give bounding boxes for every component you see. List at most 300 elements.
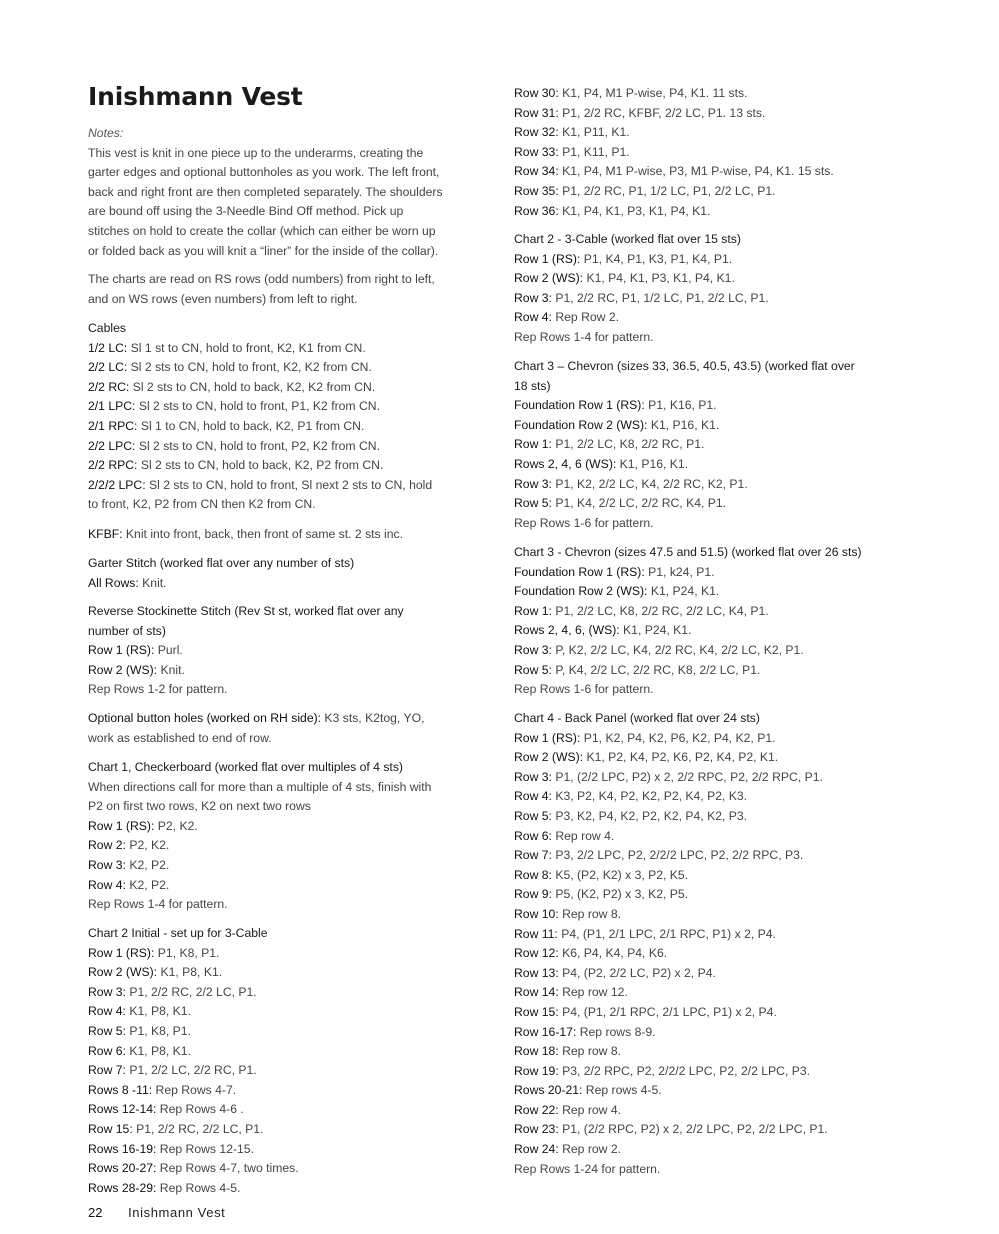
page-title: Inishmann Vest — [88, 82, 303, 111]
text-line — [88, 817, 493, 837]
row-text: P1, (2/2 RPC, P2) x 2, 2/2 LPC, P2, 2/2 LPC, P1. — [558, 1122, 828, 1137]
row-label: Row 7: — [88, 1063, 126, 1078]
text-line — [514, 709, 914, 729]
row-text: K6, P4, K4, P4, K6. — [558, 946, 668, 961]
text-line — [88, 202, 493, 222]
left-block-2 — [88, 319, 493, 515]
text-line — [88, 242, 493, 262]
text-line — [88, 709, 493, 729]
text-line — [514, 925, 914, 945]
row-text: or folded back as you will knit a “liner” for the inside of the collar). — [88, 243, 439, 258]
text-line — [88, 602, 493, 622]
text-line — [514, 143, 914, 163]
row-text: Notes: — [88, 126, 124, 140]
text-line — [88, 1120, 493, 1140]
row-text: Rep Rows 12-15. — [156, 1141, 254, 1156]
row-label: All Rows: — [88, 575, 139, 590]
row-text: Rep rows 8-9. — [576, 1024, 656, 1039]
row-label: Row 3: — [88, 984, 126, 999]
row-text: P1, 2/2 LC, 2/2 RC, P1. — [125, 1063, 257, 1078]
row-text: P3, 2/2 LPC, P2, 2/2/2 LPC, P2, 2/2 RPC, P3. — [551, 848, 804, 863]
row-label: Row 3: — [514, 769, 552, 784]
left-block-5 — [88, 602, 493, 700]
row-text: P2 on first two rows, K2 on next two rows — [88, 799, 311, 814]
text-line — [514, 1042, 914, 1062]
left-block-3 — [88, 525, 493, 545]
row-label: Row 6: — [88, 1043, 126, 1058]
text-line — [514, 377, 914, 397]
text-line — [88, 144, 493, 164]
text-line — [514, 866, 914, 886]
text-line — [514, 748, 914, 768]
row-text: Rep row 4. — [558, 1102, 622, 1117]
row-label: KFBF: — [88, 527, 123, 541]
text-line — [514, 846, 914, 866]
row-label: Optional button holes (worked on RH side): — [88, 711, 322, 725]
text-line — [514, 416, 914, 436]
row-label: Row 35: — [514, 183, 559, 198]
row-label: Row 5: — [514, 662, 552, 677]
row-text: Sl 2 sts to CN, hold to back, K2, K2 from CN. — [129, 379, 376, 394]
text-line — [514, 1160, 914, 1180]
row-label: 2/2/2 LPC: — [88, 477, 146, 492]
text-line — [514, 396, 914, 416]
text-line — [88, 1022, 493, 1042]
text-line — [514, 162, 914, 182]
row-text: Sl 2 sts to CN, hold to front, K2, K2 from CN. — [127, 360, 372, 375]
row-text: and on WS rows (even numbers) from left to right. — [88, 291, 358, 306]
row-label: 1/2 LC: — [88, 340, 128, 355]
text-line — [514, 435, 914, 455]
row-text: K5, (P2, K2) x 3, P2, K5. — [551, 867, 689, 882]
text-line — [88, 358, 493, 378]
row-text: When directions call for more than a multiple of 4 sts, finish with — [88, 779, 432, 794]
row-text: Knit into front, back, then front of same st. 2 sts inc. — [122, 527, 403, 541]
row-label: Row 34: — [514, 164, 559, 179]
text-line — [514, 289, 914, 309]
row-text: Rep rows 4-5. — [582, 1083, 662, 1098]
row-label: Rows 20-27: — [88, 1161, 157, 1176]
row-label: Row 14: — [514, 985, 559, 1000]
right-block-3 — [514, 543, 914, 700]
text-line — [514, 269, 914, 289]
row-label: Row 9: — [514, 887, 552, 902]
text-line — [88, 895, 493, 915]
text-line — [514, 514, 914, 534]
text-line — [88, 1100, 493, 1120]
text-line — [88, 290, 493, 310]
row-text: P1, 2/2 RC, 2/2 LC, P1. — [125, 984, 257, 999]
row-text: K3 sts, K2tog, YO, — [321, 711, 425, 725]
text-line — [88, 641, 493, 661]
row-text: Sl 1 st to CN, hold to front, K2, K1 from CN. — [127, 340, 366, 355]
text-line — [514, 582, 914, 602]
text-line — [514, 84, 914, 104]
text-line — [88, 1002, 493, 1022]
section-heading: Chart 3 - Chevron (sizes 47.5 and 51.5) (worked flat over 26 sts) — [514, 545, 862, 559]
text-line — [88, 1179, 493, 1199]
row-text: Rep Rows 1-24 for pattern. — [514, 1161, 661, 1176]
text-line — [514, 944, 914, 964]
row-text: Rep Rows 4-6 . — [156, 1102, 244, 1117]
row-text: Knit. — [157, 662, 185, 677]
section-heading: Cables — [88, 321, 126, 335]
text-line — [514, 1003, 914, 1023]
text-line — [88, 339, 493, 359]
row-label: Row 15: — [88, 1121, 133, 1136]
text-line — [88, 797, 493, 817]
row-text: P5, (K2, P2) x 3, K2, P5. — [551, 887, 689, 902]
text-line — [514, 1101, 914, 1121]
row-text: Rep row 8. — [558, 906, 622, 921]
text-line — [88, 1140, 493, 1160]
text-line — [514, 1140, 914, 1160]
row-text: K1, P24, K1. — [619, 623, 692, 638]
row-text: P1, K11, P1. — [558, 144, 630, 159]
right-block-2 — [514, 357, 914, 533]
row-label: 2/1 LPC: — [88, 399, 136, 414]
row-label: 2/2 LPC: — [88, 438, 136, 453]
row-text: Rep Rows 4-7, two times. — [156, 1161, 299, 1176]
row-label: Row 13: — [514, 965, 559, 980]
text-line — [88, 495, 493, 515]
row-text: K1, P4, M1 P-wise, P4, K1. 11 sts. — [558, 86, 748, 100]
text-line — [88, 1081, 493, 1101]
text-line — [88, 1159, 493, 1179]
row-label: Rows 16-19: — [88, 1141, 157, 1156]
row-label: 2/2 RC: — [88, 379, 130, 394]
row-label: Row 1 (RS): — [88, 945, 155, 960]
row-label: Row 2 (WS): — [514, 271, 584, 286]
text-line — [88, 836, 493, 856]
row-text: garter edges and optional buttonholes as you work. The left front, — [88, 165, 440, 180]
row-text: Purl. — [154, 643, 183, 658]
row-label: Row 33: — [514, 144, 559, 159]
row-text: P1, K4, P1, K3, P1, K4, P1. — [580, 251, 733, 266]
row-label: Row 3: — [514, 290, 552, 305]
row-text: P1, k24, P1. — [644, 564, 715, 579]
text-line — [514, 328, 914, 348]
row-label: 2/2 LC: — [88, 360, 128, 375]
text-line — [88, 554, 493, 574]
row-label: Row 1 (RS): — [514, 730, 581, 745]
text-line — [514, 475, 914, 495]
text-line — [88, 1061, 493, 1081]
row-text: K2, P2. — [125, 857, 170, 872]
text-line — [88, 378, 493, 398]
text-line — [88, 525, 493, 545]
section-heading: Chart 2 Initial - set up for 3-Cable — [88, 926, 268, 940]
text-line — [88, 729, 493, 749]
text-line — [88, 758, 493, 778]
text-line — [514, 455, 914, 475]
text-line — [514, 827, 914, 847]
row-text: P1, 2/2 RC, P1, 1/2 LC, P1, 2/2 LC, P1. — [558, 183, 776, 198]
row-label: Row 30: — [514, 86, 559, 100]
row-text: Knit. — [138, 575, 167, 590]
row-text: K3, P2, K4, P2, K2, P2, K4, P2, K3. — [551, 789, 748, 804]
row-text: Rep row 12. — [558, 985, 628, 1000]
row-label: Row 6: — [514, 828, 552, 843]
text-line — [514, 123, 914, 143]
row-label: Row 19: — [514, 1063, 559, 1078]
row-text: Rep Rows 1-4 for pattern. — [514, 329, 654, 344]
row-text: Sl 2 sts to CN, hold to front, P1, K2 from CN. — [135, 399, 380, 414]
text-line — [514, 1081, 914, 1101]
page-footer — [88, 1205, 225, 1220]
row-label: Rows 12-14: — [88, 1102, 157, 1117]
text-line — [88, 574, 493, 594]
row-text: P1, K16, P1. — [644, 398, 717, 413]
row-label: Rows 2, 4, 6, (WS): — [514, 623, 620, 638]
row-text: P3, 2/2 RPC, P2, 2/2/2 LPC, P2, 2/2 LPC, P3. — [558, 1063, 811, 1078]
text-line — [514, 230, 914, 250]
row-label: Row 1 (RS): — [88, 818, 155, 833]
row-text: Rep Rows 1-4 for pattern. — [88, 897, 228, 912]
row-text: P1, K8, P1. — [125, 1023, 191, 1038]
row-label: Row 3: — [514, 476, 552, 491]
section-heading: Reverse Stockinette Stitch (Rev St st, worked flat over any — [88, 604, 404, 618]
row-label: Row 5: — [88, 1023, 126, 1038]
row-text: Rep Rows 4-5. — [156, 1180, 241, 1195]
text-line — [88, 437, 493, 457]
right-block-4 — [514, 709, 914, 1179]
text-line — [88, 397, 493, 417]
row-label: Row 1 (RS): — [88, 643, 155, 658]
text-line — [88, 222, 493, 242]
text-line — [514, 661, 914, 681]
row-label: Row 11: — [514, 926, 558, 941]
row-text: stitches on hold to create the collar (which can either be worn up — [88, 223, 436, 238]
text-line — [514, 983, 914, 1003]
row-text: work as established to end of row. — [88, 730, 272, 745]
row-label: Rows 20-21: — [514, 1083, 583, 1098]
text-line — [88, 680, 493, 700]
left-block-1 — [88, 270, 493, 309]
row-label: Row 1: — [514, 603, 552, 618]
page-number: 22 — [88, 1205, 103, 1220]
row-text: P1, K8, P1. — [154, 945, 220, 960]
row-text: P1, 2/2 RC, P1, 1/2 LC, P1, 2/2 LC, P1. — [551, 290, 769, 305]
row-text: P1, (2/2 LPC, P2) x 2, 2/2 RPC, P2, 2/2 RPC, P1. — [551, 769, 823, 784]
row-label: Row 23: — [514, 1122, 559, 1137]
row-text: P4, (P1, 2/1 LPC, 2/1 RPC, P1) x 2, P4. — [557, 926, 776, 941]
row-text: K1, P4, M1 P-wise, P3, M1 P-wise, P4, K1. 15 sts. — [558, 164, 834, 179]
row-label: 2/1 RPC: — [88, 418, 138, 433]
row-text: K1, P8, K1. — [125, 1004, 191, 1019]
row-text: Sl 1 to CN, hold to back, K2, P1 from CN. — [137, 418, 365, 433]
row-text: P1, K4, 2/2 LC, 2/2 RC, K4, P1. — [551, 496, 727, 511]
left-block-7 — [88, 758, 493, 915]
text-line — [514, 202, 914, 222]
row-text: P2, K2. — [125, 838, 170, 853]
row-label: Rows 8 -11: — [88, 1082, 153, 1097]
row-label: Row 12: — [514, 946, 559, 961]
row-label: Row 18: — [514, 1044, 559, 1059]
row-text: P, K2, 2/2 LC, K4, 2/2 RC, K4, 2/2 LC, K2, P1. — [551, 642, 804, 657]
left-block-4 — [88, 554, 493, 593]
text-line — [514, 729, 914, 749]
section-heading: Chart 3 – Chevron (sizes 33, 36.5, 40.5, 43.5) (worked flat over — [514, 359, 855, 373]
text-line — [514, 1120, 914, 1140]
text-line — [514, 768, 914, 788]
row-label: Row 2: — [88, 838, 126, 853]
row-label: Row 3: — [514, 642, 552, 657]
text-line — [88, 856, 493, 876]
row-text: P1, K2, P4, K2, P6, K2, P4, K2, P1. — [580, 730, 776, 745]
text-line — [88, 876, 493, 896]
row-text: K1, P8, K1. — [157, 965, 223, 980]
row-label: Row 36: — [514, 203, 559, 218]
row-text: K1, P4, K1, P3, K1, P4, K1. — [558, 203, 711, 218]
row-text: Sl 2 sts to CN, hold to front, Sl next 2 sts to CN, hold — [145, 477, 433, 492]
text-line — [514, 1023, 914, 1043]
row-label: Row 2 (WS): — [88, 662, 158, 677]
text-line — [88, 963, 493, 983]
row-text: P1, K2, 2/2 LC, K4, 2/2 RC, K2, P1. — [551, 476, 748, 491]
row-text: P4, (P1, 2/1 RPC, 2/1 LPC, P1) x 2, P4. — [558, 1004, 777, 1019]
row-label: Row 5: — [514, 808, 552, 823]
row-text: Rep row 2. — [558, 1142, 622, 1157]
row-label: Row 22: — [514, 1102, 559, 1117]
section-heading: number of sts) — [88, 623, 166, 638]
row-label: Row 5: — [514, 496, 552, 511]
row-text: P1, 2/2 RC, KFBF, 2/2 LC, P1. 13 sts. — [558, 105, 766, 120]
row-label: Row 2 (WS): — [514, 750, 584, 765]
text-line — [514, 104, 914, 124]
text-line — [88, 456, 493, 476]
text-line — [514, 308, 914, 328]
text-line — [88, 183, 493, 203]
text-line — [514, 964, 914, 984]
text-line — [88, 983, 493, 1003]
text-line — [514, 494, 914, 514]
row-label: Foundation Row 2 (WS): — [514, 417, 648, 432]
text-line — [88, 163, 493, 183]
section-heading: Chart 2 - 3-Cable (worked flat over 15 sts) — [514, 232, 741, 246]
row-text: The charts are read on RS rows (odd numbers) from right to left, — [88, 272, 435, 286]
row-text: P1, 2/2 LC, K8, 2/2 RC, P1. — [551, 437, 705, 452]
text-line — [514, 543, 914, 563]
text-line — [514, 250, 914, 270]
row-text: are bound off using the 3-Needle Bind Off method. Pick up — [88, 204, 404, 219]
row-text: to front, K2, P2 from CN then K2 from CN. — [88, 497, 316, 512]
row-label: Row 15: — [514, 1004, 559, 1019]
text-line — [514, 602, 914, 622]
text-line — [88, 778, 493, 798]
section-heading: Chart 1, Checkerboard (worked flat over multiples of 4 sts) — [88, 760, 403, 774]
row-label: Row 16-17: — [514, 1024, 577, 1039]
row-text: Rep row 8. — [558, 1044, 622, 1059]
row-text: Sl 2 sts to CN, hold to front, P2, K2 from CN. — [135, 438, 380, 453]
row-text: Sl 2 sts to CN, hold to back, K2, P2 from CN. — [137, 458, 384, 473]
row-text: Rep row 4. — [551, 828, 615, 843]
text-line — [514, 680, 914, 700]
text-line — [514, 182, 914, 202]
row-label: 2/2 RPC: — [88, 458, 138, 473]
text-line — [88, 319, 493, 339]
text-line — [514, 1062, 914, 1082]
row-text: This vest is knit in one piece up to the underarms, creating the — [88, 145, 424, 160]
text-line — [514, 885, 914, 905]
row-label: Row 4: — [88, 877, 126, 892]
row-text: P2, K2. — [154, 818, 198, 833]
row-text: Rep Rows 1-2 for pattern. — [88, 682, 228, 697]
row-text: K1, P16, K1. — [616, 456, 689, 471]
row-label: Row 1: — [514, 437, 552, 452]
text-line — [88, 622, 493, 642]
left-block-6 — [88, 709, 493, 748]
row-text: P, K4, 2/2 LC, 2/2 RC, K8, 2/2 LC, P1. — [551, 662, 761, 677]
text-line — [88, 270, 493, 290]
row-text: K1, P2, K4, P2, K6, P2, K4, P2, K1. — [583, 750, 779, 765]
row-label: Foundation Row 1 (RS): — [514, 398, 645, 413]
row-text: K1, P8, K1. — [125, 1043, 191, 1058]
row-text: K1, P4, K1, P3, K1, P4, K1. — [583, 271, 735, 286]
text-line — [88, 124, 493, 144]
text-line — [88, 661, 493, 681]
row-label: Rows 2, 4, 6 (WS): — [514, 456, 617, 471]
text-line — [88, 1042, 493, 1062]
row-text: Rep Row 2. — [551, 310, 619, 325]
row-label: Row 3: — [88, 857, 126, 872]
row-text: P4, (P2, 2/2 LC, P2) x 2, P4. — [558, 965, 716, 980]
right-block-1 — [514, 230, 914, 348]
text-line — [514, 641, 914, 661]
row-label: Row 4: — [514, 789, 552, 804]
row-text: P3, K2, P4, K2, P2, K2, P4, K2, P3. — [551, 808, 748, 823]
text-line — [88, 944, 493, 964]
text-line — [514, 563, 914, 583]
text-line — [514, 905, 914, 925]
row-label: Rows 28-29: — [88, 1180, 157, 1195]
row-text: P1, 2/2 RC, 2/2 LC, P1. — [132, 1121, 264, 1136]
row-label: Row 8: — [514, 867, 552, 882]
text-line — [514, 621, 914, 641]
right-block-0 — [514, 84, 914, 221]
section-heading: Chart 4 - Back Panel (worked flat over 24 sts) — [514, 711, 760, 725]
row-text: K2, P2. — [125, 877, 170, 892]
footer-title: Inishmann Vest — [128, 1205, 226, 1220]
row-label: Row 2 (WS): — [88, 965, 158, 980]
row-text: back and right front are then completed separately. The shoulders — [88, 184, 443, 199]
left-block-0 — [88, 124, 493, 261]
left-block-8 — [88, 924, 493, 1198]
section-heading: Garter Stitch (worked flat over any number of sts) — [88, 556, 355, 570]
text-line — [514, 787, 914, 807]
row-text: P1, 2/2 LC, K8, 2/2 RC, 2/2 LC, K4, P1. — [551, 603, 769, 618]
row-text: Rep Rows 4-7. — [152, 1082, 237, 1097]
text-line — [514, 357, 914, 377]
row-label: Row 10: — [514, 906, 559, 921]
row-label: Foundation Row 1 (RS): — [514, 564, 645, 579]
text-line — [88, 417, 493, 437]
row-label: Row 31: — [514, 105, 559, 120]
text-line — [88, 924, 493, 944]
row-text: K1, P16, K1. — [647, 417, 720, 432]
row-label: Row 32: — [514, 125, 559, 140]
section-heading: 18 sts) — [514, 378, 551, 393]
row-label: Row 4: — [514, 310, 552, 325]
text-line — [88, 476, 493, 496]
row-text: Rep Rows 1-6 for pattern. — [514, 515, 654, 530]
text-line — [514, 807, 914, 827]
row-text: K1, P24, K1. — [647, 584, 720, 599]
row-label: Row 4: — [88, 1004, 126, 1019]
row-label: Row 7: — [514, 848, 552, 863]
row-text: K1, P11, K1. — [558, 125, 630, 140]
row-label: Row 1 (RS): — [514, 251, 581, 266]
